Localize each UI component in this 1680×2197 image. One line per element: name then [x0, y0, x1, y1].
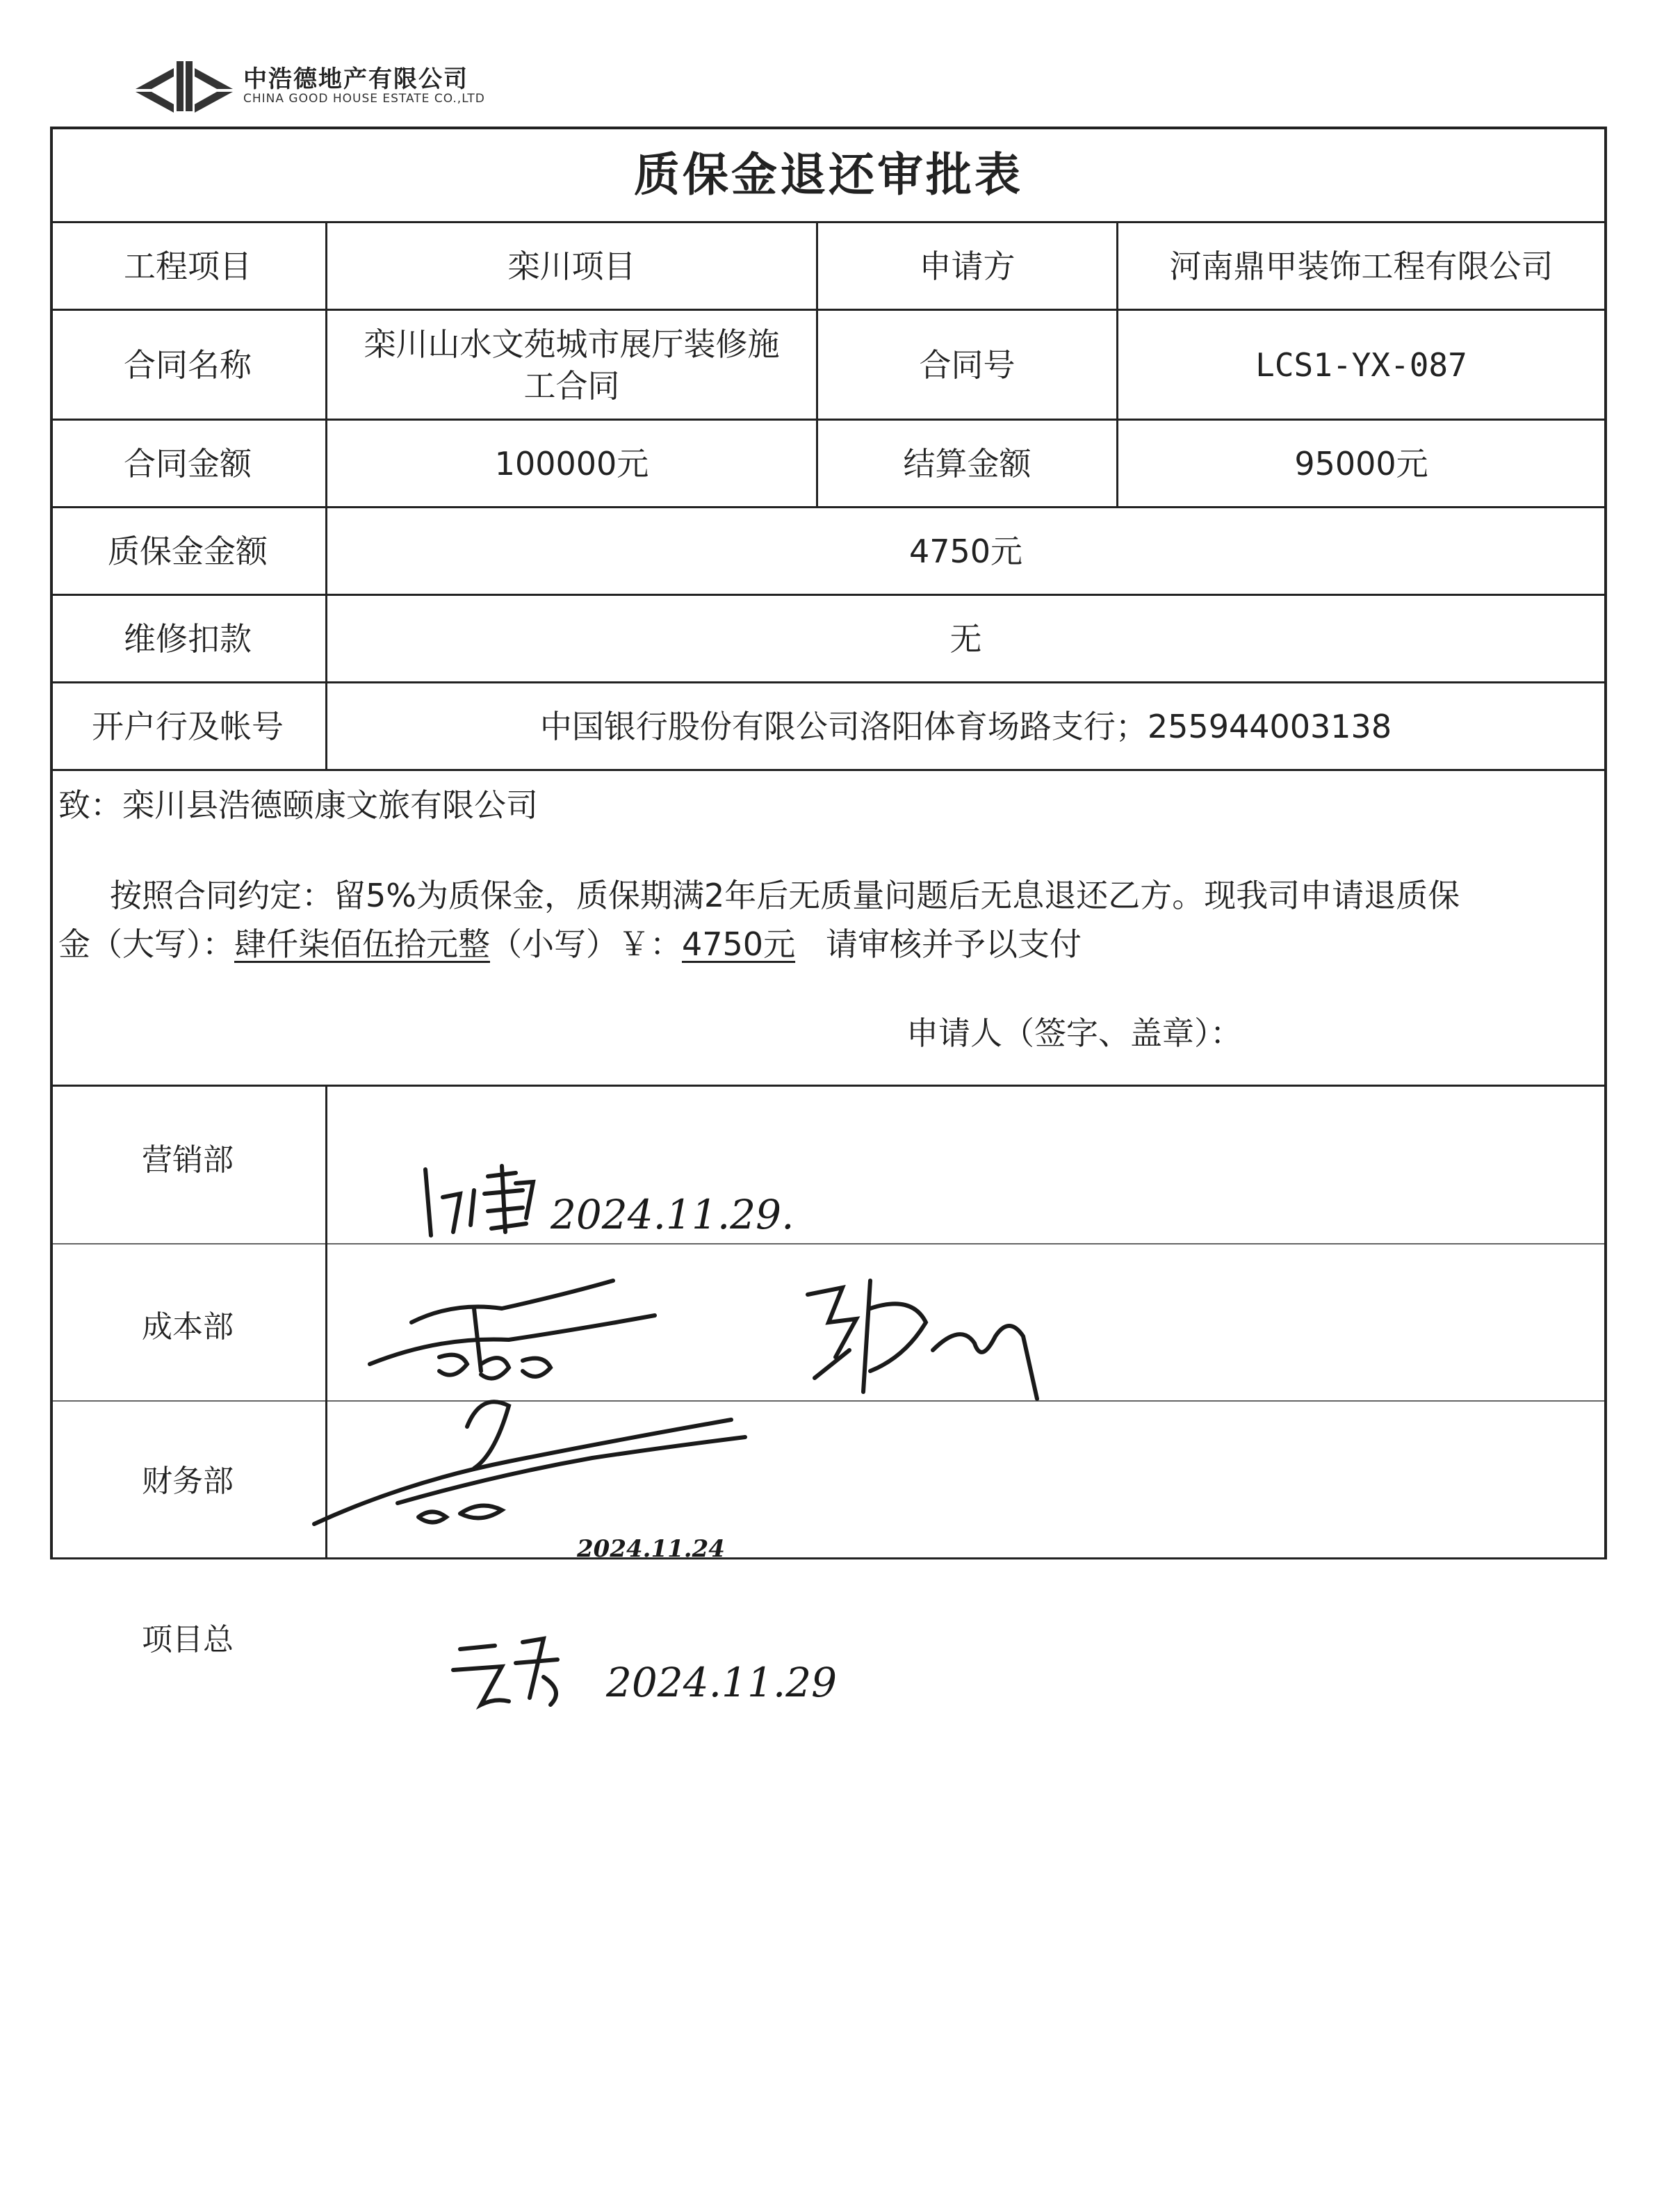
bank-label: 开户行及帐号 — [92, 707, 284, 745]
project-value: 栾川项目 — [507, 247, 636, 285]
company-name-cn: 中浩德地产有限公司 — [243, 65, 468, 93]
project-label: 工程项目 — [124, 247, 252, 285]
contract-name-label: 合同名称 — [124, 346, 252, 384]
dept-project-head: 项目总 — [142, 1622, 234, 1657]
amount-upper: 肆仟柒佰伍拾元整 — [234, 925, 490, 963]
company-name-en: CHINA GOOD HOUSE ESTATE CO.,LTD — [243, 92, 485, 106]
approval-form — [50, 127, 1607, 1706]
project-head-signature-date: 2024.11.29 — [606, 1659, 838, 1706]
bank-value: 中国银行股份有限公司洛阳体育场路支行；255944003138 — [539, 707, 1392, 745]
finance-signature — [300, 1378, 787, 1559]
contract-no-label: 合同号 — [919, 346, 1016, 384]
finance-signature-date: 2024.11.24 — [577, 1535, 725, 1563]
retention-label: 质保金金额 — [108, 532, 268, 570]
dept-cost: 成本部 — [142, 1309, 234, 1345]
applicant-signature-label: 申请人（签字、盖章）： — [906, 1014, 1242, 1052]
settlement-label: 结算金额 — [903, 444, 1031, 483]
contract-name-value — [327, 311, 816, 419]
contract-name-line1: 栾川山水文苑城市展厅装修施 — [364, 325, 780, 363]
marketing-signature-date: 2024.11.29. — [551, 1191, 794, 1238]
marketing-signature — [411, 1156, 842, 1246]
dept-marketing: 营销部 — [142, 1142, 234, 1178]
company-logo-icon — [132, 56, 236, 118]
project-head-signature — [439, 1621, 940, 1726]
amount-lower-prefix: （小写）￥： — [490, 925, 682, 963]
amount-upper-prefix: 金（大写）： — [58, 925, 234, 963]
letter-recipient: 致：栾川县浩德颐康文旅有限公司 — [58, 786, 538, 824]
contract-no-value: LCS1-YX-087 — [1255, 346, 1467, 384]
form-title: 质保金退还审批表 — [634, 148, 1023, 202]
retention-value: 4750元 — [908, 532, 1023, 570]
company-logo — [132, 56, 549, 118]
letter-request: 请审核并予以支付 — [825, 925, 1082, 963]
contract-name-line2: 工合同 — [523, 366, 620, 405]
contract-amount-label: 合同金额 — [124, 444, 252, 483]
deduction-label: 维修扣款 — [124, 619, 252, 658]
settlement-value: 95000元 — [1294, 444, 1428, 483]
contract-amount-value: 100000元 — [494, 444, 649, 483]
letter-body-line1: 按照合同约定：留5%为质保金，质保期满2年后无质量问题后无息退还乙方。现我司申请退质保 — [110, 877, 1460, 914]
applicant-label: 申请方 — [919, 247, 1016, 285]
letter-body-line2 — [58, 919, 1082, 969]
deduction-value: 无 — [949, 619, 982, 658]
applicant-value: 河南鼎甲装饰工程有限公司 — [1169, 247, 1553, 285]
amount-lower: 4750元 — [682, 925, 796, 963]
cost-signature-2 — [787, 1267, 1093, 1413]
dept-finance: 财务部 — [142, 1464, 234, 1499]
